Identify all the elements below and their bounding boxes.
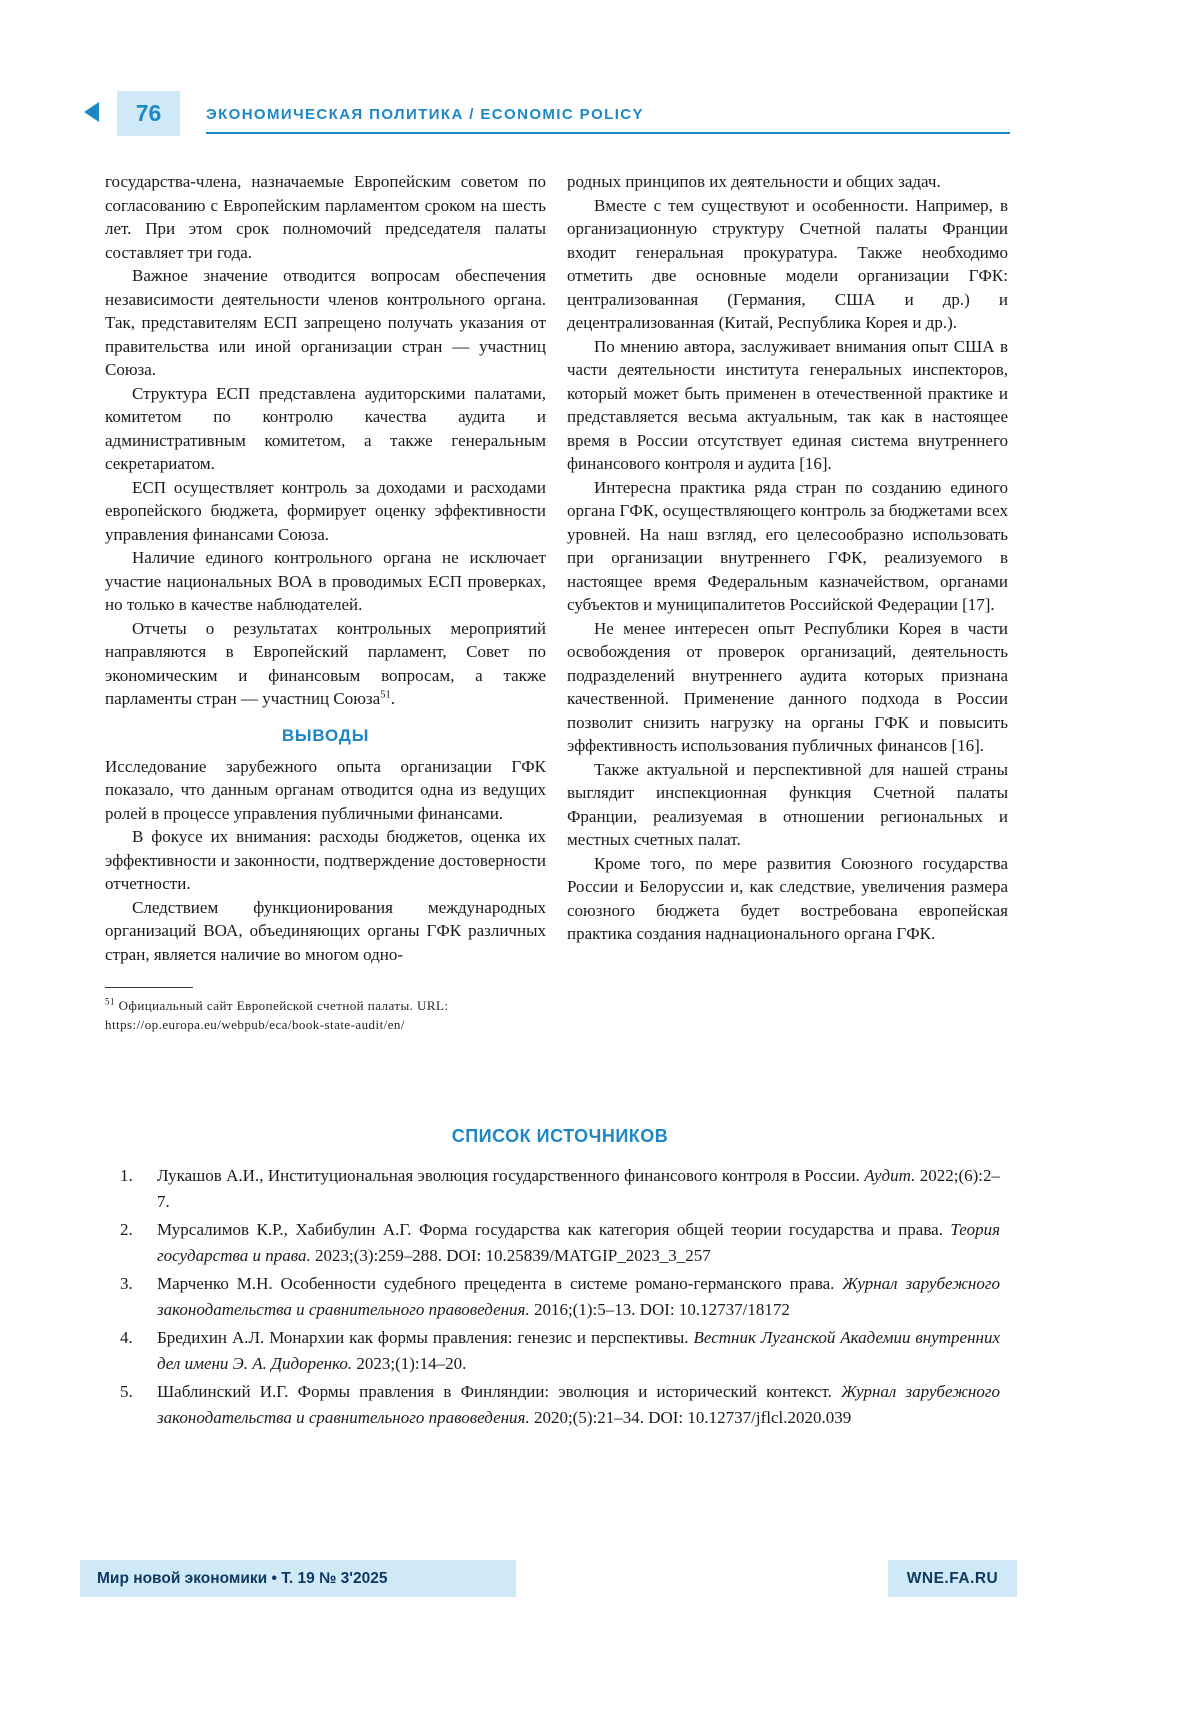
website-bar[interactable] (888, 1560, 1017, 1597)
text-run: Мурсалимов К.Р., Хабибулин А.Г. Форма государства как категория общей теории государства и права. (157, 1220, 951, 1239)
italic-run: Журнал зарубежного законодательства и сравнительного правоведения. (157, 1274, 1000, 1319)
text-run: 2023;(3):259–288. DOI: 10.25839/MATGIP_2023_3_257 (310, 1246, 711, 1265)
paragraph (105, 382, 546, 476)
paragraph (105, 264, 546, 382)
text-run: 2022;(6):2–7. (157, 1166, 1000, 1211)
reference-number: 3. (120, 1274, 133, 1293)
italic-run: Теория государства и права. (157, 1220, 1000, 1265)
references-list (120, 1163, 1000, 1431)
text-run: Наличие единого контрольного органа не исключает участие национальных ВОА в проводимых ЕСП проверках, но только в качестве наблюдателей. (105, 548, 546, 614)
reference-item (120, 1271, 1000, 1323)
reference-text (157, 1163, 1000, 1215)
reference-number: 2. (120, 1220, 133, 1239)
text-run: Бредихин А.Л. Монархии как формы правления: генезис и перспективы. (157, 1328, 694, 1347)
page-number-box (117, 91, 180, 136)
reference-text (157, 1271, 1000, 1323)
right-column-container (567, 170, 1008, 1034)
text-run: Лукашов А.И., Институциональная эволюция государственного финансового контроля в России. (157, 1166, 865, 1185)
references-heading: СПИСОК ИСТОЧНИКОВ (451, 1126, 669, 1146)
text-run: 2020;(5):21–34. DOI: 10.12737/jflcl.2020.039 (529, 1408, 852, 1427)
text-run: Отчеты о результатах контрольных мероприятий направляются в Европейский парламент, Совет по экономическим и финансовым вопросам, а также парламенты стран — участниц Союза (105, 618, 546, 708)
text-run: государства-члена, назначаемые Европейским советом по согласованию с Европейским парламентом сроком на шесть лет. При этом срок полномочий председателя палаты составляет три года. (105, 172, 546, 262)
text-run: Кроме того, по мере развития Союзного государства России и Белоруссии и, как следствие, увеличения размера союзного бюджета будет востребована европейская практика создания наднационального органа ГФК. (567, 853, 1008, 943)
text-run: В фокусе их внимания: расходы бюджетов, оценка их эффективности и законности, подтверждение достоверности отчетности. (105, 827, 546, 893)
text-run: Марченко М.Н. Особенности судебного прецедента в системе романо-германского права. (157, 1274, 843, 1293)
reference-item (120, 1325, 1000, 1377)
paragraph (105, 825, 546, 896)
header-divider (206, 132, 1010, 134)
reference-text (157, 1325, 1000, 1377)
paragraph (567, 170, 1008, 194)
journal-info: Мир новой экономики • Т. 19 № 3'2025 (97, 1569, 388, 1587)
footnote-divider (105, 987, 193, 988)
footnote-marker: 51 (105, 996, 115, 1007)
running-title: ЭКОНОМИЧЕСКАЯ ПОЛИТИКА / ECONOMIC POLICY (206, 106, 644, 123)
text-run: Шаблинский И.Г. Формы правления в Финляндии: эволюция и исторический контекст. (157, 1382, 842, 1401)
text-run: Не менее интересен опыт Республики Корея в части освобождения от проверок организаций, деятельность подразделений внутреннего аудита которых признана качественной. Применение данного подхода в России позволит снизить нагрузку на органы ГФК и повысить эффективность использования публичных финансов [16]. (567, 618, 1008, 755)
paragraph (567, 758, 1008, 852)
reference-number: 1. (120, 1166, 133, 1185)
paragraph (567, 335, 1008, 476)
text-run: По мнению автора, заслуживает внимания опыт США в части деятельности института генеральных инспекторов, который может быть применен в отечественной практике и представляется весьма актуальным, так как в настоящее время в России отсутствует единая система внутреннего финансового контроля и аудита [16]. (567, 336, 1008, 473)
text-run: Интересна практика ряда стран по созданию единого органа ГФК, осуществляющего контроль за бюджетами всех уровней. На наш взгляд, его целесообразно использовать при организации внутреннего ГФК, реализуемого в настоящее время Федеральным казначейством, органами субъектов и муниципалитетов Российской Федерации [17]. (567, 477, 1008, 614)
reference-text (157, 1217, 1000, 1269)
text-run: . (390, 689, 395, 708)
reference-number: 5. (120, 1382, 133, 1401)
reference-number: 4. (120, 1328, 133, 1347)
paragraph (567, 852, 1008, 946)
text-run: 2016;(1):5–13. DOI: 10.12737/18172 (529, 1300, 790, 1319)
superscript-reference: 51 (380, 689, 391, 701)
reference-item (120, 1379, 1000, 1431)
italic-run: Журнал зарубежного законодательства и сравнительного правоведения. (157, 1382, 1000, 1427)
italic-run: Вестник Луганской Академии внутренних дел имени Э. А. Дидоренко. (157, 1328, 1000, 1373)
paragraph (105, 755, 546, 826)
journal-info-bar (80, 1560, 516, 1597)
paragraph (105, 617, 546, 711)
text-run: Также актуальной и перспективной для нашей страны выглядит инспекционная функция Счетной палаты Франции, реализуемая в отношении региональных и местных счетных палат. (567, 759, 1008, 849)
left-column-bottom (105, 755, 546, 967)
paragraph (567, 194, 1008, 335)
paragraph (105, 476, 546, 547)
reference-text (157, 1379, 1000, 1431)
text-run: Следствием функционирования международных организаций ВОА, объединяющих органы ГФК различных стран, является наличие во многом одно- (105, 897, 546, 964)
left-column (105, 170, 546, 1034)
text-run: Важное значение отводится вопросам обеспечения независимости деятельности членов контрольного органа. Так, представителям ЕСП запрещено получать указания от правительства или иной организации стран — участниц Союза. (105, 266, 546, 379)
page-number: 76 (135, 100, 162, 126)
paragraph (105, 546, 546, 617)
left-column-top (105, 170, 546, 711)
website-url: WNE.FA.RU (906, 1569, 999, 1587)
paragraph (567, 476, 1008, 617)
url-text[interactable]: https://op.europa.eu/webpub/eca/book-state-audit/en/ (105, 1016, 405, 1032)
paragraph (105, 170, 546, 264)
text-run: Исследование зарубежного опыта организации ГФК показало, что данным органам отводится одна из ведущих ролей в процессе управления публичными финансами. (105, 756, 546, 823)
right-column (567, 170, 1008, 946)
text-run: 2023;(1):14–20. (352, 1354, 467, 1373)
back-arrow-icon[interactable] (84, 102, 99, 122)
text-run: ЕСП осуществляет контроль за доходами и расходами европейского бюджета, формирует оценку эффективности управления финансами Союза. (105, 477, 546, 544)
text-run: Вместе с тем существуют и особенности. Например, в организационную структуру Счетной палаты Франции входит генеральная прокуратура. Также необходимо отметить две основные модели организации ГФК: централизованная (Германия, США и др.) и децентрализованная (Китай, Республика Корея и др.). (567, 195, 1008, 332)
article-body (105, 170, 1008, 1034)
paragraph (567, 617, 1008, 758)
reference-item (120, 1163, 1000, 1215)
text-run: Структура ЕСП представлена аудиторскими палатами, комитетом по контролю качества аудита и административным комитетом, а также генеральным секретариатом. (105, 383, 546, 473)
text-run: родных принципов их деятельности и общих задач. (567, 172, 941, 191)
references-section (120, 1126, 1000, 1433)
italic-run: Аудит. (864, 1166, 916, 1185)
reference-item (120, 1217, 1000, 1269)
text-run: Официальный сайт Европейской счетной палаты. URL: (114, 998, 449, 1013)
footnote (105, 997, 546, 1034)
conclusions-heading: ВЫВОДЫ (281, 725, 370, 745)
paragraph (105, 896, 546, 967)
